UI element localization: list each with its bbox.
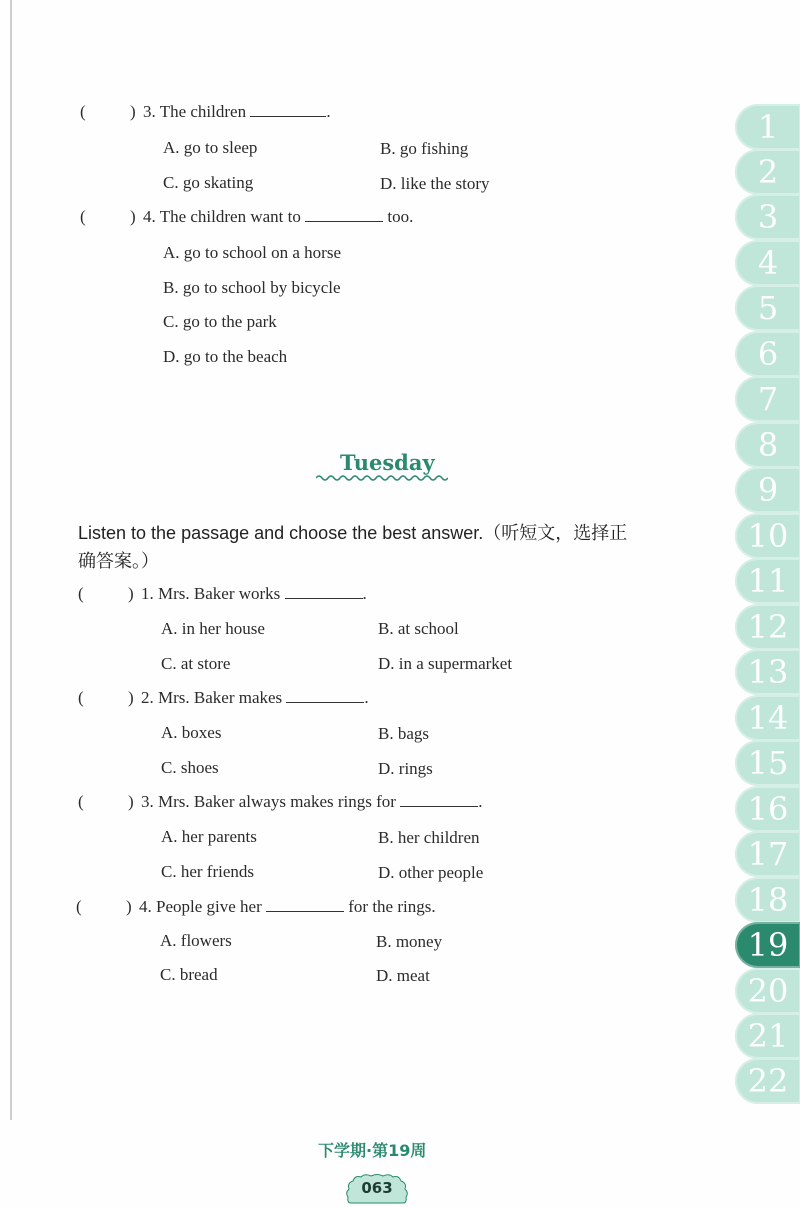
answer-blank[interactable] (286, 688, 364, 703)
answer-paren-left: ( (78, 688, 84, 707)
question-stem (141, 791, 482, 813)
week-tab-17[interactable]: 17 (735, 831, 800, 877)
option-b[interactable]: B. money (376, 932, 443, 951)
question-stem-end: . (364, 688, 369, 707)
question-stem-end: . (326, 102, 331, 121)
question-stem-end: too. (387, 207, 414, 226)
answer-paren-right: ) (130, 102, 136, 121)
option-d[interactable]: D. in a supermarket (378, 654, 513, 673)
question-stem-text: 3. The children (143, 102, 247, 121)
question-stem (143, 206, 413, 228)
option-d[interactable]: D. rings (378, 759, 433, 778)
option-b[interactable]: B. go to school by bicycle (163, 278, 341, 297)
week-tab-10[interactable]: 10 (735, 513, 800, 559)
option-c[interactable]: C. go to the park (163, 312, 277, 331)
question-stem-text: 1. Mrs. Baker works (141, 584, 281, 603)
answer-blank[interactable] (400, 792, 478, 807)
week-tab-6[interactable]: 6 (735, 331, 800, 377)
option-d[interactable]: D. like the story (380, 174, 490, 193)
question-stem-text: 2. Mrs. Baker makes (141, 688, 283, 707)
week-tab-22[interactable]: 22 (735, 1058, 800, 1104)
page-spine (10, 0, 12, 1120)
answer-paren-left: ( (78, 584, 84, 603)
footer-week-label: 下学期·第19周 (318, 1141, 427, 1160)
answer-paren-right: ) (130, 207, 136, 226)
week-tab-16[interactable]: 16 (735, 786, 800, 832)
answer-blank[interactable] (285, 584, 363, 599)
week-tab-3[interactable]: 3 (735, 194, 800, 240)
question-stem (141, 687, 369, 709)
answer-blank[interactable] (266, 897, 344, 912)
option-c[interactable]: C. at store (161, 654, 231, 673)
option-b[interactable]: B. at school (378, 619, 459, 638)
option-a[interactable]: A. boxes (161, 723, 222, 742)
option-c[interactable]: C. go skating (163, 173, 254, 192)
answer-paren-left: ( (78, 792, 84, 811)
instruction-line: Listen to the passage and choose the best answer.（听短文，选择正 (78, 523, 628, 543)
week-tab-11[interactable]: 11 (735, 558, 800, 604)
option-c[interactable]: C. shoes (161, 758, 219, 777)
option-c[interactable]: C. her friends (161, 862, 255, 881)
answer-paren-right: ) (128, 688, 134, 707)
section-title: Tuesday (340, 450, 435, 475)
week-tab-9[interactable]: 9 (735, 467, 800, 513)
week-tab-19-active[interactable]: 19 (735, 922, 800, 968)
question-stem-text: 4. People give her (139, 897, 262, 916)
answer-paren-left: ( (80, 207, 86, 226)
question-stem (141, 583, 367, 605)
option-a[interactable]: A. go to school on a horse (163, 243, 342, 262)
answer-blank[interactable] (305, 207, 383, 222)
answer-paren-right: ) (126, 897, 132, 916)
answer-paren-right: ) (128, 792, 134, 811)
option-c[interactable]: C. bread (160, 965, 218, 984)
week-tab-15[interactable]: 15 (735, 740, 800, 786)
question-stem-end: . (478, 792, 483, 811)
option-b[interactable]: B. her children (378, 828, 480, 847)
option-d[interactable]: D. go to the beach (163, 347, 288, 366)
answer-paren-left: ( (76, 897, 82, 916)
question-stem-text: 4. The children want to (143, 207, 301, 226)
instruction-line: 确答案。） (78, 551, 159, 571)
option-a[interactable]: A. in her house (161, 619, 265, 638)
question-stem (143, 101, 331, 123)
answer-paren-right: ) (128, 584, 134, 603)
option-a[interactable]: A. her parents (161, 827, 257, 846)
option-d[interactable]: D. other people (378, 863, 484, 882)
week-tab-18[interactable]: 18 (735, 877, 800, 923)
page-number: 063 (361, 1179, 393, 1197)
week-tab-14[interactable]: 14 (735, 695, 800, 741)
week-tab-12[interactable]: 12 (735, 604, 800, 650)
week-tab-8[interactable]: 8 (735, 422, 800, 468)
week-tab-4[interactable]: 4 (735, 240, 800, 286)
option-b[interactable]: B. bags (378, 724, 429, 743)
week-tab-7[interactable]: 7 (735, 376, 800, 422)
question-stem (139, 896, 436, 918)
week-tab-20[interactable]: 20 (735, 968, 800, 1014)
question-stem-text: 3. Mrs. Baker always makes rings for (141, 792, 396, 811)
week-tab-1[interactable]: 1 (735, 104, 800, 150)
week-tab-2[interactable]: 2 (735, 149, 800, 195)
option-a[interactable]: A. flowers (160, 931, 232, 950)
week-tab-21[interactable]: 21 (735, 1013, 800, 1059)
question-stem-end: for the rings. (348, 897, 436, 916)
week-tab-5[interactable]: 5 (735, 285, 800, 331)
answer-blank[interactable] (250, 102, 326, 117)
question-stem-end: . (362, 584, 367, 603)
answer-paren-left: ( (80, 102, 86, 121)
week-tab-13[interactable]: 13 (735, 649, 800, 695)
option-a[interactable]: A. go to sleep (163, 138, 258, 157)
option-d[interactable]: D. meat (376, 966, 430, 985)
wavy-underline (316, 474, 448, 482)
option-b[interactable]: B. go fishing (380, 139, 469, 158)
